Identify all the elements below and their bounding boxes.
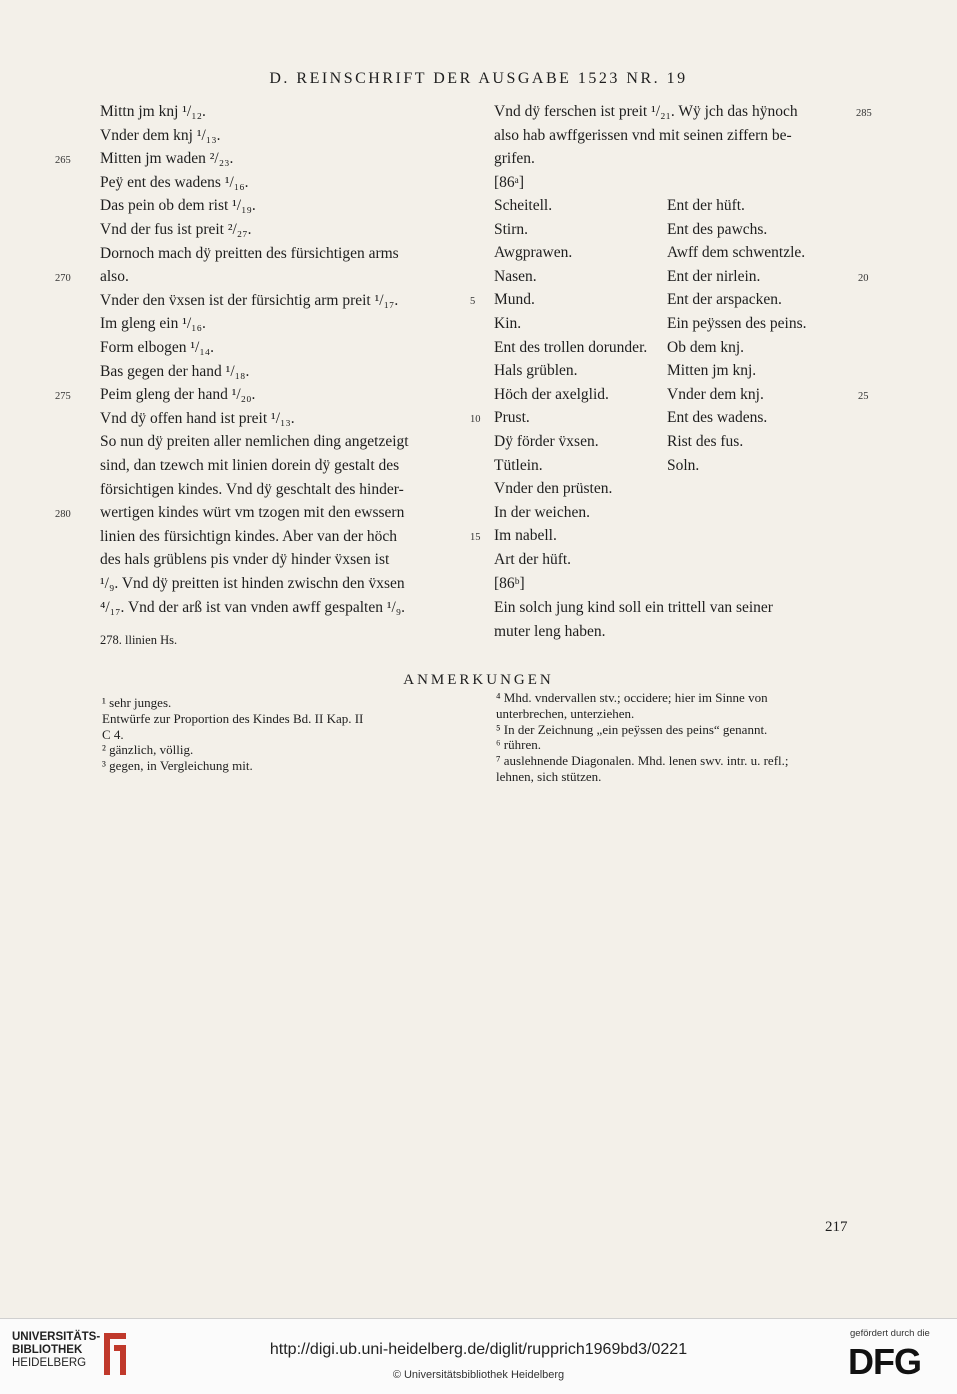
verse-line: wertigen kindes würt vm tzogen mit den ewssern: [100, 504, 405, 522]
line-number: 20: [858, 272, 869, 284]
footnote: ⁵ In der Zeichnung „ein peÿssen des peins“ genannt.: [496, 721, 768, 737]
verse-line: linien des fürsichtign kindes. Aber van der höch: [100, 527, 398, 545]
funding-label: gefördert durch die: [850, 1328, 930, 1339]
line-number: 270: [55, 273, 71, 285]
footnote: ⁴ Mhd. vndervallen stv.; occidere; hier im Sinne von: [496, 690, 768, 705]
list-item: Awgprawen.: [494, 244, 573, 262]
list-item: Art der hüft.: [494, 551, 572, 568]
footnote: ¹ sehr junges.: [102, 695, 172, 710]
list-item: Hals grüblen.: [494, 362, 578, 380]
verse-line: Vnd dÿ ferschen ist preit ¹/₂₁. Wÿ jch das hÿnoch: [494, 103, 798, 120]
list-item: Soln.: [667, 456, 700, 474]
verse-line: also.: [100, 268, 129, 286]
footer-bar: [0, 1318, 957, 1394]
line-number: 15: [470, 532, 481, 544]
verse-line: So nun dÿ preiten aller nemlichen ding angetzeigt: [100, 433, 409, 451]
verse-line: Form elbogen ¹/₁₄.: [100, 339, 215, 356]
page-number: 217: [825, 1219, 848, 1235]
list-item: [86ᵇ]: [494, 574, 525, 592]
footnote: ² gänzlich, völlig.: [102, 742, 194, 758]
verse-line: Vnd der fus ist preit ²/₂₇.: [100, 221, 252, 238]
running-header: D. REINSCHRIFT DER AUSGABE 1523 NR. 19: [269, 70, 688, 87]
list-item: Ein peÿssen des peins.: [667, 315, 807, 332]
verse-line: des hals grüblens pis vnder dÿ hinder v̈xsen ist: [100, 551, 390, 569]
verse-line: ⁴/₁₇. Vnd der arß ist van vnden awff gespalten ¹/₉.: [100, 598, 406, 616]
textual-note: 278. llinien Hs.: [100, 633, 178, 647]
list-item: Höch der axelglid.: [494, 385, 609, 403]
list-item: Dÿ förder v̈xsen.: [494, 433, 599, 450]
verse-line: Mitten jm waden ²/₂₃.: [100, 150, 234, 168]
verse-line: sind, dan tzewch mit linien dorein dÿ gestalt des: [100, 457, 400, 474]
verse-line: ¹/₉. Vnd dÿ preitten ist hinden zwischn den v̈xsen: [100, 575, 405, 592]
verse-line: muter leng haben.: [494, 622, 606, 640]
list-item: Kin.: [494, 315, 522, 332]
list-item: Mitten jm knj.: [667, 362, 757, 380]
list-item: In der weichen.: [494, 503, 590, 521]
list-item: Ent der arspacken.: [667, 291, 782, 309]
list-item: Rist des fus.: [667, 433, 744, 450]
list-item: Scheitell.: [494, 197, 553, 214]
footnote: ³ gegen, in Vergleichung mit.: [102, 758, 253, 774]
verse-line: Vnder den v̈xsen ist der fürsichtig arm preit ¹/₁₇.: [100, 291, 399, 309]
list-item: Tütlein.: [494, 456, 543, 474]
library-line-1: UNIVERSITÄTS-: [12, 1331, 101, 1343]
list-item: Prust.: [494, 409, 530, 427]
list-item: Nasen.: [494, 267, 537, 285]
verse-line: Vnder dem knj ¹/₁₃.: [100, 126, 221, 144]
line-number: 5: [470, 296, 476, 308]
list-item: Ent des wadens.: [667, 409, 768, 427]
footnote: C 4.: [102, 726, 124, 742]
list-item: Ent des trollen dorunder.: [494, 338, 648, 356]
verse-line: Das pein ob dem rist ¹/₁₉.: [100, 197, 256, 215]
line-number: 25: [858, 390, 869, 402]
list-item: Vnder dem knj.: [667, 385, 764, 403]
list-item: Ent der nirlein.: [667, 267, 761, 285]
line-number: 275: [55, 391, 71, 403]
verse-line: Bas gegen der hand ¹/₁₈.: [100, 362, 250, 380]
verse-line: [86ᵃ]: [494, 173, 525, 191]
library-line-2: BIBLIOTHEK: [12, 1344, 83, 1356]
verse-line: Mittn jm knj ¹/₁₂.: [100, 103, 206, 120]
list-item: Im nabell.: [494, 527, 557, 545]
line-number: 10: [470, 414, 481, 426]
footnote: ⁶ rühren.: [496, 737, 541, 753]
list-item: Vnder den prüsten.: [494, 480, 613, 498]
line-number: 280: [55, 509, 71, 521]
verse-line: försichtigen kindes. Vnd dÿ geschtalt des hinder-: [100, 480, 404, 498]
permalink-url[interactable]: http://digi.ub.uni-heidelberg.de/diglit/rupprich1969bd3/0221: [269, 1341, 688, 1358]
footnote: ⁷ auslehnende Diagonalen. Mhd. lenen swv. intr. u. refl.;: [496, 753, 789, 769]
list-item: Stirn.: [494, 220, 529, 238]
verse-line: Vnd dÿ offen hand ist preit ¹/₁₃.: [100, 409, 295, 427]
list-item: Awff dem schwentzle.: [667, 244, 806, 262]
list-item: Ent des pawchs.: [667, 220, 768, 238]
dfg-logo: DFG: [848, 1341, 921, 1382]
copyright: © Universitätsbibliothek Heidelberg: [392, 1369, 565, 1381]
verse-line: grifen.: [494, 150, 535, 168]
line-number: 285: [856, 108, 872, 119]
verse-line: Peÿ ent des wadens ¹/₁₆.: [100, 173, 249, 191]
verse-line: also hab awffgerissen vnd mit seinen ziffern be-: [494, 126, 792, 144]
footnote: lehnen, sich stützen.: [496, 769, 602, 784]
list-item: Ent der hüft.: [667, 197, 745, 214]
verse-line: Dornoch mach dÿ preitten des fürsichtigen arms: [100, 244, 399, 262]
line-number: 265: [55, 155, 71, 167]
notes-heading: ANMERKUNGEN: [403, 672, 554, 688]
verse-line: Peim gleng der hand ¹/₂₀.: [100, 386, 256, 404]
footnote: unterbrechen, unterziehen.: [496, 705, 635, 721]
footnote: Entwürfe zur Proportion des Kindes Bd. II Kap. II: [102, 710, 364, 726]
library-line-3: HEIDELBERG: [12, 1357, 87, 1369]
verse-line: Ein solch jung kind soll ein trittell van seiner: [494, 599, 773, 616]
list-item: Ob dem knj.: [667, 338, 745, 356]
verse-line: Im gleng ein ¹/₁₆.: [100, 315, 206, 333]
list-item: Mund.: [494, 291, 535, 309]
